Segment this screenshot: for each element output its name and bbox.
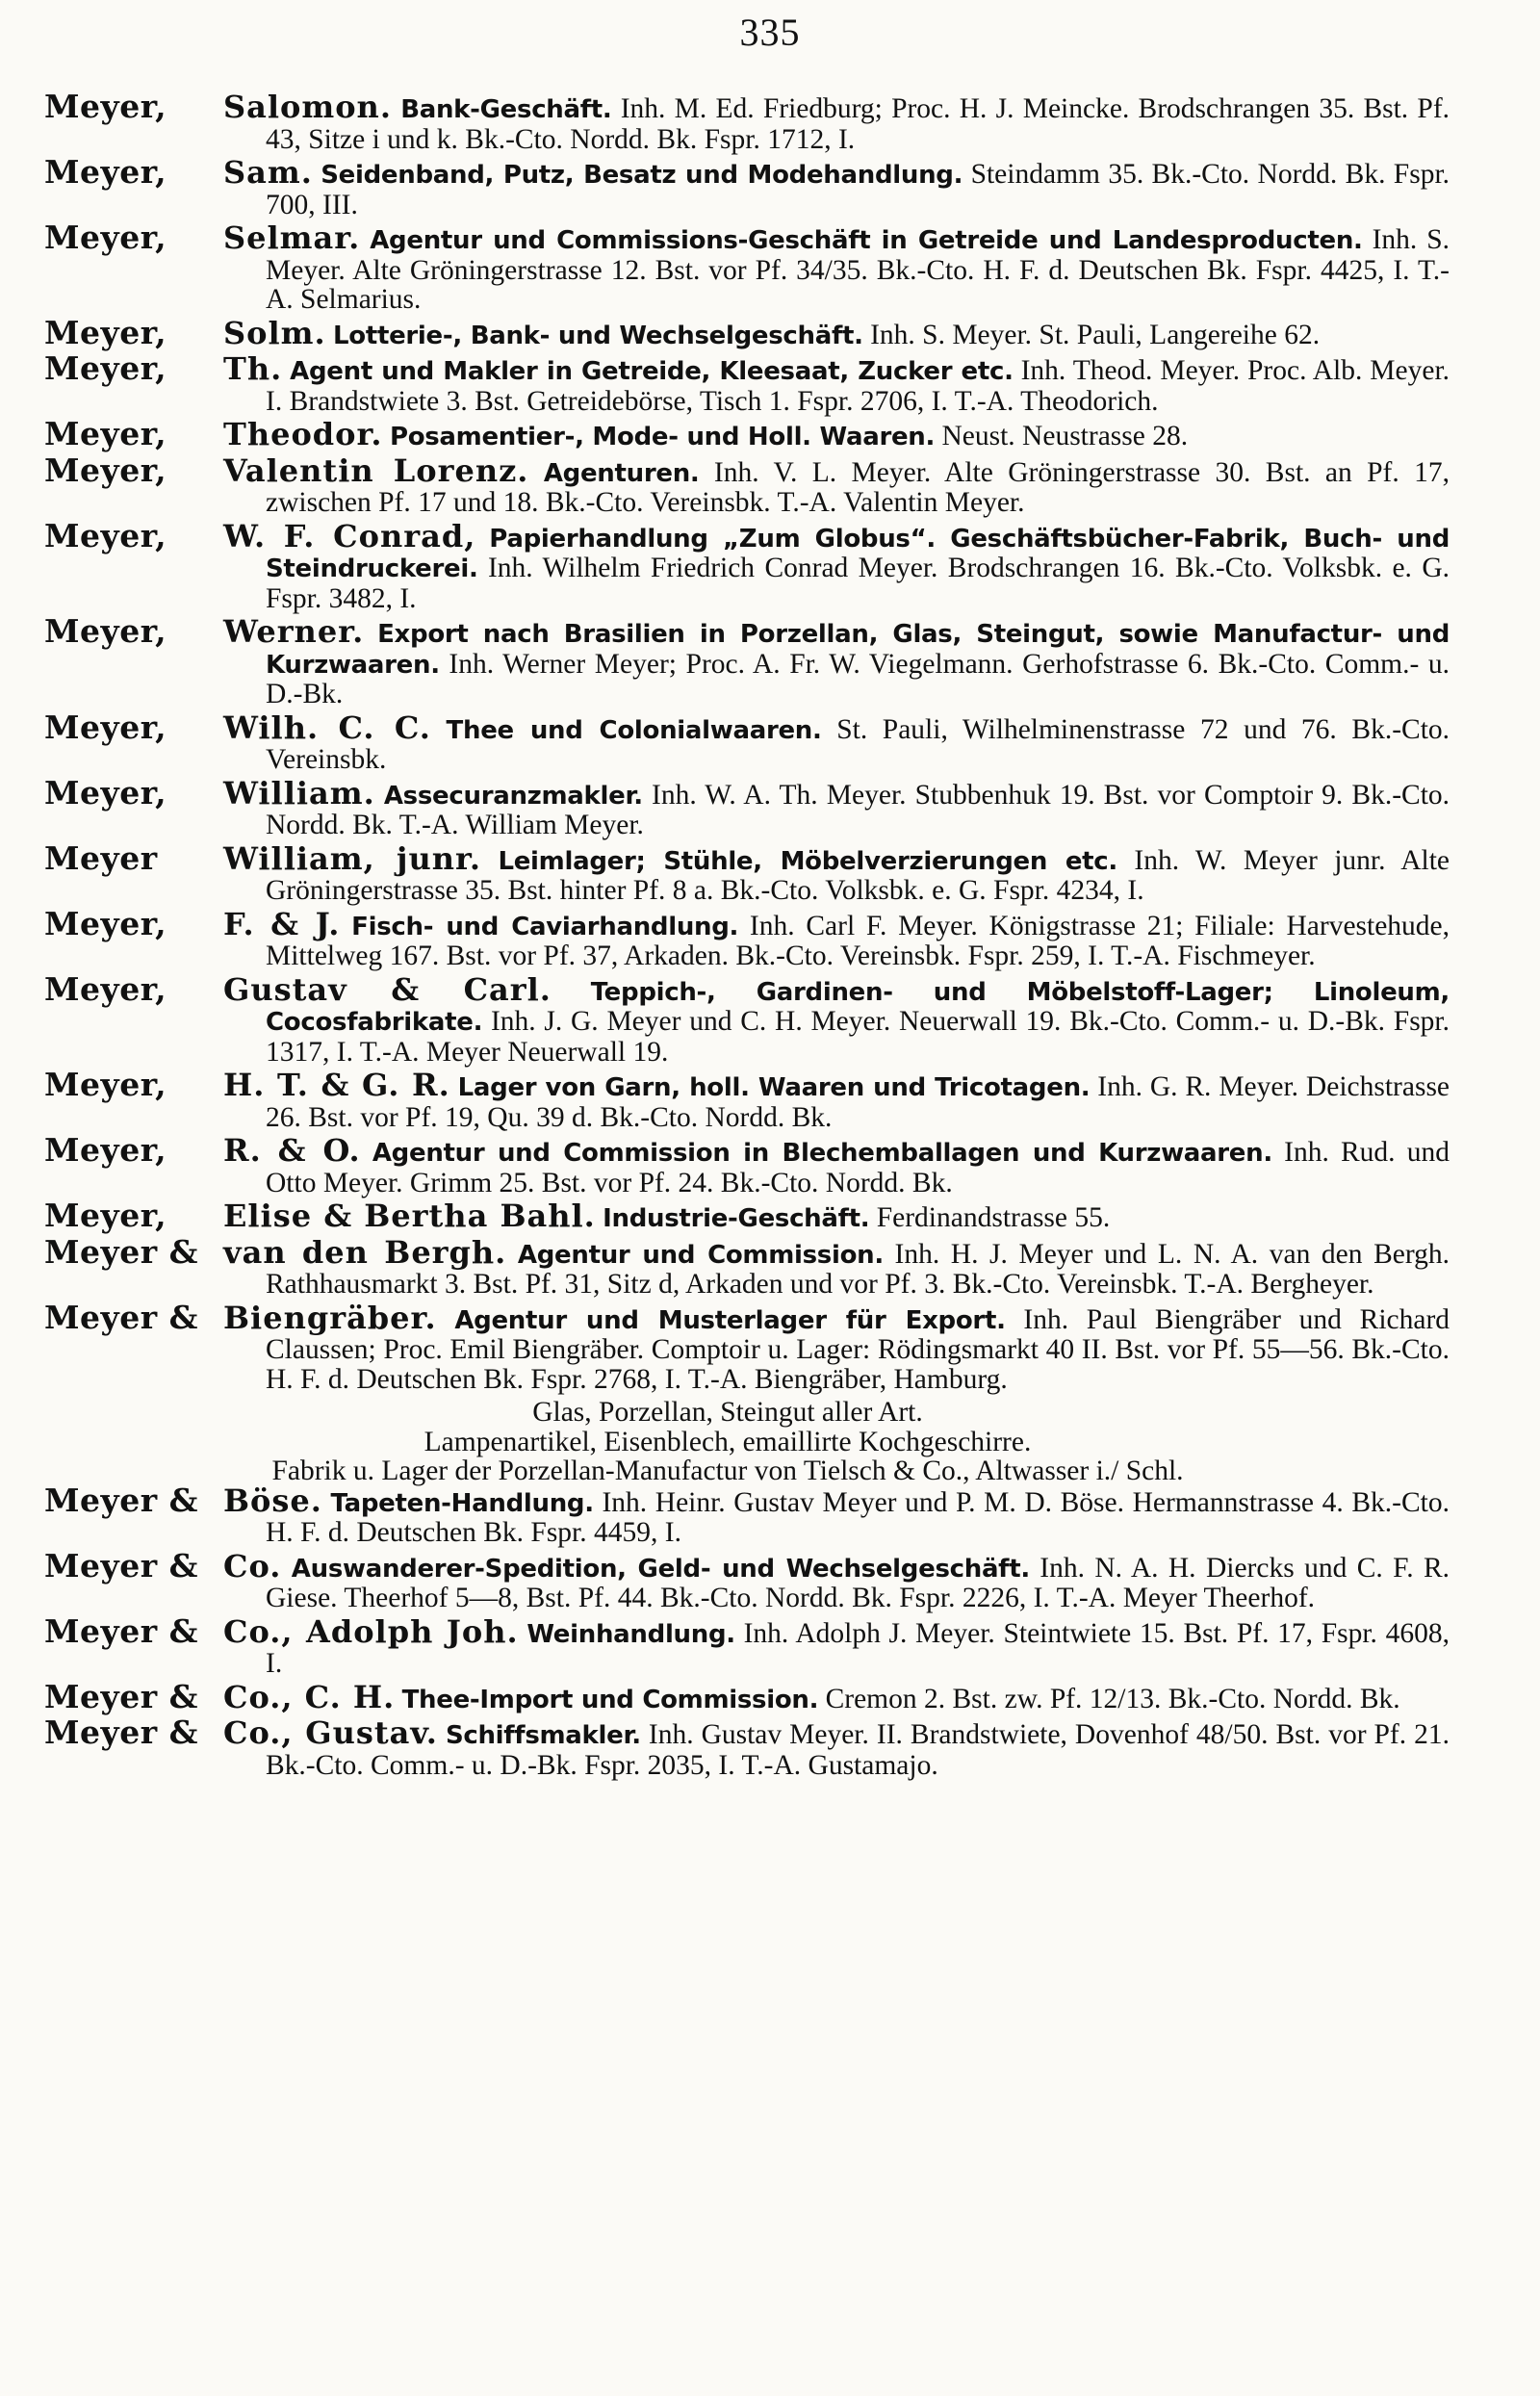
directory-entry xyxy=(44,153,1450,220)
entry-business: Agenturen. xyxy=(543,458,700,488)
entry-surname: Meyer, xyxy=(44,349,167,387)
entry-details: Inh. S. Meyer. St. Pauli, Langereihe 62. xyxy=(870,319,1321,350)
entry-firm-name: Elise & Bertha Bahl. xyxy=(223,1198,596,1234)
entry-firm-name: Sam. xyxy=(223,154,313,191)
entry-firm-name: Valentin Lorenz. xyxy=(223,451,529,489)
entry-surname: Meyer & xyxy=(44,1546,198,1584)
entry-surname: Meyer & xyxy=(44,1611,198,1650)
entry-business: Lager von Garn, holl. Waaren und Tricotagen. xyxy=(457,1073,1091,1102)
entry-details: Inh. S. Meyer. Alte Gröningerstrasse 12. Bst. vor Pf. 34/35. Bk.-Cto. H. F. d. Deutschen Bk. Fspr. 4425, I. T.-A. Selmarius. xyxy=(266,224,1450,315)
entry-surname: Meyer, xyxy=(44,313,167,351)
entry-details: Inh. Gustav Meyer. II. Brandstwiete, Dovenhof 48/50. Bst. vor Pf. 21. Bk.-Cto. Comm.- u. D.-Bk. Fspr. 2035, I. T.-A. Gustamajo. xyxy=(266,1719,1450,1781)
entry-details: Inh. J. G. Meyer und C. H. Meyer. Neuerwall 19. Bk.-Cto. Comm.- u. D.-Bk. Fspr. 1317, I. T.-A. Meyer Neuerwall 19. xyxy=(266,1006,1450,1068)
entry-surname: Meyer, xyxy=(44,904,167,942)
entry-surname: Meyer, xyxy=(44,153,167,191)
entry-firm-name: Co., Adolph Joh. xyxy=(223,1612,519,1650)
entry-surname: Meyer, xyxy=(44,1197,167,1234)
entry-business: Assecuranzmakler. xyxy=(383,781,643,811)
entry-details: Inh. Carl F. Meyer. Königstrasse 21; Filiale: Harvestehude, Mittelweg 167. Bst. vor Pf. 37, Arkaden. Bk.-Cto. Vereinsbk. Fspr. 259, I. T.-A. Fischmeyer. xyxy=(266,910,1450,971)
directory-entry xyxy=(44,313,1450,351)
entry-firm-name: Werner. xyxy=(223,613,365,650)
directory-entry xyxy=(44,773,1450,840)
entry-firm-name: Co. xyxy=(223,1547,282,1584)
entry-business: Thee-Import und Commission. xyxy=(401,1685,819,1714)
entry-details: Inh. W. A. Th. Meyer. Stubbenhuk 19. Bst. vor Comptoir 9. Bk.-Cto. Nordd. Bk. T.-A. William Meyer. xyxy=(266,779,1450,840)
entry-firm-name: Biengräber. xyxy=(223,1299,437,1336)
entry-business: Leimlager; Stühle, Möbelverzierungen etc. xyxy=(498,846,1117,876)
entry-firm-name: Co., C. H. xyxy=(223,1678,396,1715)
entry-details: Inh. N. A. H. Diercks und C. F. R. Giese. Theerhof 5—8, Bst. Pf. 44. Bk.-Cto. Nordd. Bk. Fspr. 2226, I. T.-A. Meyer Theerhof. xyxy=(266,1552,1450,1613)
directory-entry xyxy=(44,451,1450,518)
entry-surname: Meyer & xyxy=(44,1232,198,1271)
entry-business: Export nach Brasilien in Porzellan, Glas, Steingut, sowie Manufactur- und Kurzwaaren. xyxy=(266,620,1450,680)
entry-details: Inh. V. L. Meyer. Alte Gröningerstrasse 30. Bst. an Pf. 17, zwischen Pf. 17 und 18. Bk.-Cto. Vereinsbk. T.-A. Valentin Meyer. xyxy=(266,456,1450,518)
directory-entry xyxy=(44,1066,1450,1133)
entry-list xyxy=(44,88,1450,1784)
entry-details: Ferdinandstrasse 55. xyxy=(876,1202,1111,1233)
entry-business: Tapeten-Handlung. xyxy=(330,1488,594,1518)
entry-details: Inh. H. J. Meyer und L. N. A. van den Bergh. Rathhausmarkt 3. Bst. Pf. 31, Sitz d, Arkaden und vor Pf. 3. Bk.-Cto. Vereinsbk. T.-A. Bergheyer. xyxy=(266,1238,1450,1300)
entry-surname: Meyer, xyxy=(44,1131,167,1169)
entry-firm-name: F. & J. xyxy=(223,905,341,942)
directory-entry xyxy=(44,1131,1450,1198)
entry-business: Seidenband, Putz, Besatz und Modehandlung. xyxy=(321,161,963,190)
entry-surname: Meyer, xyxy=(44,516,167,554)
entry-firm-name: W. F. Conrad, xyxy=(223,517,476,554)
entry-details: Inh. Wilhelm Friedrich Conrad Meyer. Brodschrangen 16. Bk.-Cto. Volksbk. e. G. Fspr. 3482, I. xyxy=(266,553,1450,614)
entry-business: Fisch- und Caviarhandlung. xyxy=(351,912,739,941)
entry-firm-name: Theodor. xyxy=(223,416,383,452)
directory-entry xyxy=(44,1298,1450,1395)
directory-entry xyxy=(44,904,1450,971)
entry-business: Teppich-, Gardinen- und Möbelstoff-Lager; Linoleum, Cocosfabrikate. xyxy=(266,977,1450,1037)
directory-entry xyxy=(44,1481,1450,1548)
entry-business: Papierhandlung „Zum Globus“. Geschäftsbücher-Fabrik, Buch- und Steindruckerei. xyxy=(266,524,1450,583)
entry-business: Thee und Colonialwaaren. xyxy=(446,715,822,745)
entry-business: Auswanderer-Spedition, Geld- und Wechselgeschäft. xyxy=(291,1554,1030,1584)
entry-details: Inh. Theod. Meyer. Proc. Alb. Meyer. I. Brandstwiete 3. Bst. Getreidebörse, Tisch 1. Fspr. 2706, I. T.-A. Theodorich. xyxy=(266,355,1450,417)
entry-firm-name: R. & O. xyxy=(223,1132,361,1169)
entry-surname: Meyer & xyxy=(44,1713,198,1751)
entry-business: Industrie-Geschäft. xyxy=(603,1204,870,1233)
entry-surname: Meyer, xyxy=(44,708,167,746)
entry-details: St. Pauli, Wilhelminenstrasse 72 und 76. Bk.-Cto. Vereinsbk. xyxy=(266,713,1450,775)
entry-extra-line: Lampenartikel, Eisenblech, emaillirte Kochgeschirre. xyxy=(424,1426,1032,1457)
entry-details: Neust. Neustrasse 28. xyxy=(941,421,1189,451)
directory-entry xyxy=(44,1197,1450,1234)
entry-firm-name: Selmar. xyxy=(223,219,361,256)
entry-business: Bank-Geschäft. xyxy=(400,95,612,124)
entry-surname: Meyer xyxy=(44,838,158,877)
entry-business: Lotterie-, Bank- und Wechselgeschäft. xyxy=(332,321,863,350)
entry-surname: Meyer, xyxy=(44,1066,167,1103)
entry-firm-name: Co., Gustav. xyxy=(223,1714,438,1751)
directory-entry xyxy=(44,1546,1450,1613)
entry-surname: Meyer, xyxy=(44,88,167,125)
entry-extra-lines xyxy=(6,1398,1450,1486)
entry-firm-name: H. T. & G. R. xyxy=(223,1067,450,1103)
entry-firm-name: Salomon. xyxy=(223,89,392,125)
entry-extra-line: Glas, Porzellan, Steingut aller Art. xyxy=(532,1397,923,1428)
entry-business: Agentur und Commission in Blechemballagen und Kurzwaaren. xyxy=(372,1139,1272,1168)
entry-surname: Meyer, xyxy=(44,969,167,1008)
entry-business: Weinhandlung. xyxy=(526,1619,735,1649)
entry-details: Inh. Rud. und Otto Meyer. Grimm 25. Bst. vor Pf. 24. Bk.-Cto. Nordd. Bk. xyxy=(266,1137,1450,1198)
entry-surname: Meyer, xyxy=(44,773,167,812)
entry-firm-name: William. xyxy=(223,774,375,812)
entry-extra-line: Fabrik u. Lager der Porzellan-Manufactur von Tielsch & Co., Altwasser i./ Schl. xyxy=(271,1456,1184,1486)
entry-business: Agentur und Commissions-Geschäft in Getreide und Landesproducten. xyxy=(370,226,1363,255)
directory-entry xyxy=(44,349,1450,417)
entry-business: Posamentier-, Mode- und Holl. Waaren. xyxy=(389,423,936,451)
entry-business: Agentur und Commission. xyxy=(517,1240,884,1270)
entry-surname: Meyer, xyxy=(44,219,167,256)
entry-surname: Meyer, xyxy=(44,451,167,489)
entry-details: Inh. Paul Biengräber und Richard Claussen; Proc. Emil Biengräber. Comptoir u. Lager: Rödingsmarkt 40 II. Bst. vor Pf. 55—56. Bk.-Cto. H. F. d. Deutschen Bk. Fspr. 2768, I. T.-A. Biengräber, Hamburg. xyxy=(266,1303,1450,1395)
directory-entry xyxy=(44,1611,1450,1679)
entry-surname: Meyer & xyxy=(44,1481,198,1519)
directory-entry xyxy=(44,838,1450,906)
directory-entry xyxy=(44,1713,1450,1781)
entry-firm-name: Th. xyxy=(223,350,283,387)
entry-surname: Meyer, xyxy=(44,415,167,452)
directory-entry xyxy=(44,612,1450,709)
entry-details: Inh. M. Ed. Friedburg; Proc. H. J. Meincke. Brodschrangen 35. Bst. Pf. 43, Sitze i und k. Bk.-Cto. Nordd. Bk. Fspr. 1712, I. xyxy=(266,93,1450,155)
entry-details: Steindamm 35. Bk.-Cto. Nordd. Bk. Fspr. 700, III. xyxy=(266,159,1450,220)
entry-details: Cremon 2. Bst. zw. Pf. 12/13. Bk.-Cto. Nordd. Bk. xyxy=(825,1683,1400,1714)
entry-business: Agent und Makler in Getreide, Kleesaat, Zucker etc. xyxy=(290,357,1014,386)
page-number: 335 xyxy=(739,11,801,54)
entry-firm-name: Solm. xyxy=(223,314,326,351)
directory-entry xyxy=(44,1232,1450,1300)
entry-firm-name: Böse. xyxy=(223,1481,322,1519)
directory-entry xyxy=(44,516,1450,614)
directory-entry xyxy=(44,415,1450,452)
directory-entry xyxy=(44,1677,1450,1715)
entry-details: Inh. Werner Meyer; Proc. A. Fr. W. Viegelmann. Gerhofstrasse 6. Bk.-Cto. Comm.- u. D.-Bk. xyxy=(266,648,1450,709)
entry-surname: Meyer & xyxy=(44,1677,198,1715)
entry-details: Inh. G. R. Meyer. Deichstrasse 26. Bst. vor Pf. 19, Qu. 39 d. Bk.-Cto. Nordd. Bk. xyxy=(266,1071,1450,1133)
entry-details: Inh. Adolph J. Meyer. Steintwiete 15. Bst. Pf. 17, Fspr. 4608, I. xyxy=(266,1617,1450,1679)
entry-details: Inh. W. Meyer junr. Alte Gröningerstrasse 35. Bst. hinter Pf. 8 a. Bk.-Cto. Volksbk. e. G. Fspr. 4234, I. xyxy=(266,844,1450,906)
entry-firm-name: William, junr. xyxy=(223,839,482,877)
entry-firm-name: Gustav & Carl. xyxy=(223,970,552,1008)
entry-firm-name: Wilh. C. C. xyxy=(223,708,431,746)
entry-firm-name: van den Bergh. xyxy=(223,1233,507,1271)
directory-entry xyxy=(44,708,1450,775)
directory-entry xyxy=(44,88,1450,155)
entry-surname: Meyer & xyxy=(44,1298,198,1336)
entry-details: Inh. Heinr. Gustav Meyer und P. M. D. Böse. Hermannstrasse 4. Bk.-Cto. H. F. d. Deutschen Bk. Fspr. 4459, I. xyxy=(266,1486,1450,1548)
entry-surname: Meyer, xyxy=(44,612,167,650)
entry-business: Schiffsmakler. xyxy=(445,1721,641,1750)
directory-entry xyxy=(44,969,1450,1068)
directory-entry xyxy=(44,219,1450,315)
entry-business: Agentur und Musterlager für Export. xyxy=(454,1305,1006,1335)
